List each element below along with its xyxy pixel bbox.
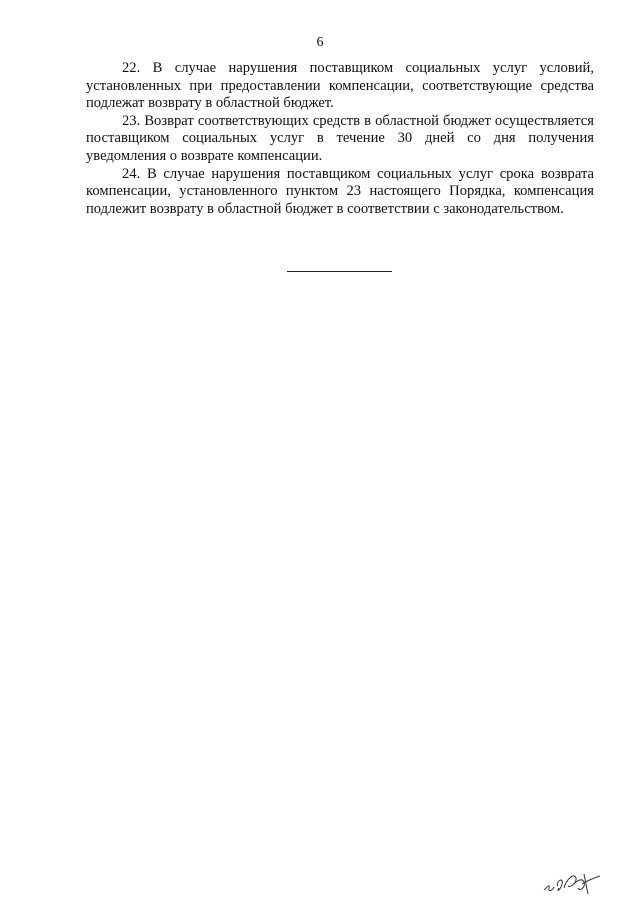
page-number: 6 [316,35,324,50]
signature-icon [540,864,604,898]
paragraph-23: 23. Возврат соответствующих средств в областной бюджет осуществляется поставщиком социальных услуг в течение 30 дней со дня получения уведомления о возврате компенсации. [86,112,594,164]
paragraph-24: 24. В случае нарушения поставщиком социальных услуг срока возврата компенсации, установленного пунктом 23 настоящего Порядка, компенсация подлежит возврату в областной бюджет в соответствии с законодательством. [86,165,594,217]
paragraph-22: 22. В случае нарушения поставщиком социальных услуг условий, установленных при предоставлении компенсации, соответствующие средства подлежат возврату в областной бюджет. [86,60,594,112]
end-separator-line [287,271,392,272]
body-text [86,60,594,218]
